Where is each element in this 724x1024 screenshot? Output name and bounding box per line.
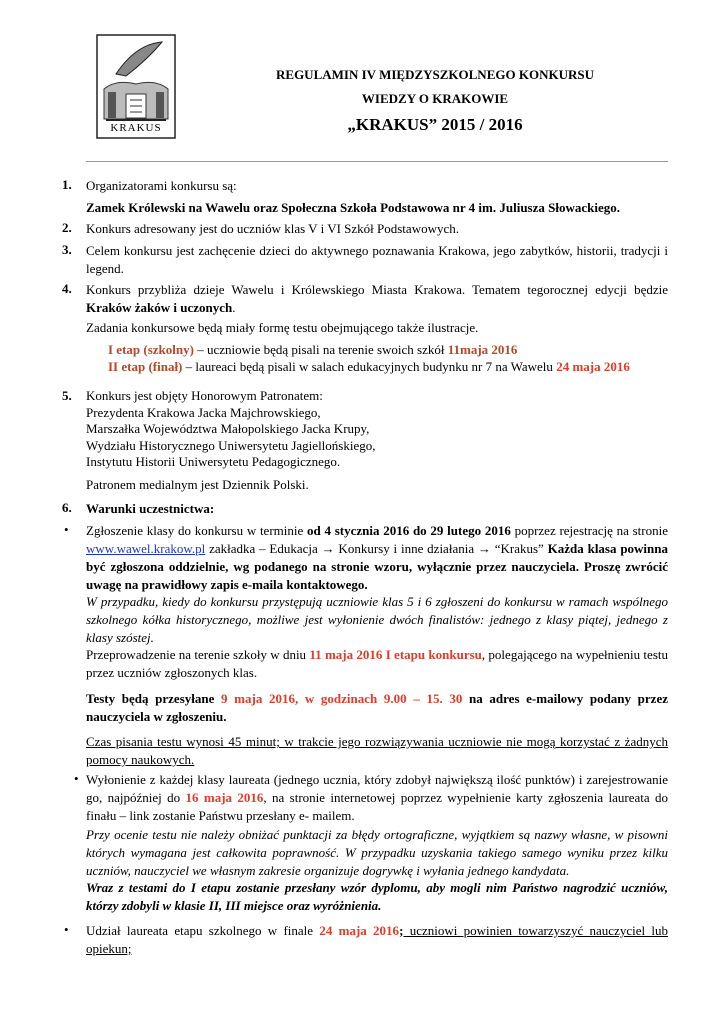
logo-caption: KRAKUS xyxy=(110,122,162,134)
section-2-text: Konkurs adresowany jest do uczniów klas V i VI Szkół Podstawowych. xyxy=(86,221,459,236)
joint-circle-note: W przypadku, kiedy do konkursu przystępują uczniowie klas 5 i 6 zgłoszeni do konkursu w ramach wspólnego szkolnego kółka historycznego, możliwe jest wyłonienie dwóch finalistów: jednego z klasy piątej, jednego z klasy szóstej. xyxy=(86,594,668,645)
stage-1-conduct: Przeprowadzenie na terenie szkoły w dniu 11 maja 2016 I etapu konkursu, polegającego na wypełnieniu testu przez uczniów zgłoszonych klas. xyxy=(86,647,668,680)
final-participation: Udział laureata etapu szkolnego w finale 24 maja 2016; uczniowi powinien towarzyszyć nauczyciel lub opiekun; xyxy=(86,923,668,956)
section-1-text: Organizatorami konkursu są: xyxy=(86,178,237,193)
krakus-logo xyxy=(96,34,176,139)
patronage-line: Konkurs jest objęty Honorowym Patronatem: xyxy=(86,388,323,403)
bullet-dot: • xyxy=(74,771,79,786)
tests-sending: Testy będą przesyłane 9 maja 2016, w godzinach 9.00 – 15. 30 na adres e-mailowy podany przez nauczyciela w zgłoszeniu. xyxy=(86,691,668,724)
stage-2: II etap (finał) – laureaci będą pisali w salach edukacyjnych budynku nr 7 na Wawelu 24 maja 2016 xyxy=(108,359,630,374)
patronage-line: Prezydenta Krakowa Jacka Majchrowskiego, xyxy=(86,404,321,420)
section-5-number: 5. xyxy=(62,388,72,403)
tasks-form: Zadania konkursowe będą miały formę testu obejmującego także ilustracje. xyxy=(86,320,479,335)
stage-1: I etap (szkolny) – uczniowie będą pisali na terenie swoich szkół 11maja 2016 xyxy=(108,342,518,357)
patronage-line: Wydziału Historycznego Uniwersytetu Jagiellońskiego, xyxy=(86,437,376,453)
title-line-1: REGULAMIN IV MIĘDZYSZKOLNEGO KONKURSU xyxy=(276,67,594,82)
organizers: Zamek Królewski na Wawelu oraz Społeczna Szkoła Podstawowa nr 4 im. Juliusza Słowackiego. xyxy=(86,200,620,215)
registration-text: Zgłoszenie klasy do konkursu w terminie od 4 stycznia 2016 do 29 lutego 2016 poprzez rejestrację na stronie www.wawel.krakow.pl zakładka – Edukacja → Konkursy i inne działania → “Krakus” Każda klasa powinna być zgłoszona oddzielnie, wg podanego na stronie wzoru, wyłącznie przez nauczyciela. Proszę zwrócić uwagę na prawidłowy zapis e-maila kontaktowego. xyxy=(86,523,669,592)
section-3-number: 3. xyxy=(62,242,72,257)
section-3-text: Celem konkursu jest zachęcenie dzieci do aktywnego poznawania Krakowa, jego zabytków, historii, tradycji i legend. xyxy=(86,243,668,276)
media-patron: Patronem medialnym jest Dziennik Polski. xyxy=(86,477,309,492)
section-6-number: 6. xyxy=(62,500,72,515)
section-6-title: Warunki uczestnictwa: xyxy=(86,501,215,516)
section-2-number: 2. xyxy=(62,220,72,235)
grading-note: Przy ocenie testu nie należy obniżać punktacji za błędy ortograficzne, wyjątkiem są nazwy własne, w pisowni których wymagana jest całkowita poprawność. W przypadku uzyskania takiego samego wyniku przez kilku uczniów, nauczyciel we własnym zakresie organizuje dogrywkę i wyłania jednego kandydata. xyxy=(86,827,668,878)
diploma-note: Wraz z testami do I etapu zostanie przesłany wzór dyplomu, aby mogli nim Państwo nagrodzić uczniów, którzy zdobyli w klasie II, III miejsce oraz wyróżnienia. xyxy=(86,880,668,913)
title-line-2: WIEDZY O KRAKOWIE xyxy=(361,91,509,106)
section-1-number: 1. xyxy=(62,177,72,192)
wawel-link[interactable]: www.wawel.krakow.pl xyxy=(86,541,206,556)
patronage-list xyxy=(86,388,375,471)
test-duration: Czas pisania testu wynosi 45 minut; w trakcie jego rozwiązywania uczniowie nie mogą korzystać z żadnych pomocy naukowych. xyxy=(86,734,668,767)
bullet-dot: • xyxy=(64,922,69,937)
section-4-number: 4. xyxy=(62,281,72,296)
patronage-line: Instytutu Historii Uniwersytetu Pedagogicznego. xyxy=(86,454,341,469)
header-divider xyxy=(86,161,668,162)
theme: Kraków żaków i uczonych xyxy=(86,300,233,315)
laureate-selection: Wyłonienie z każdej klasy laureata (jednego ucznia, który zdobył największą ilość punktów) i zarejestrowanie go, najpóźniej do 16 maja 2016, na stronie internetowej poprzez wypełnienie karty zgłoszenia laureata do finału – link zostanie Państwu przesłany e- mailem. xyxy=(86,772,668,823)
patronage-line: Marszałka Województwa Małopolskiego Jacka Krupy, xyxy=(86,421,370,436)
bullet-dot: • xyxy=(64,522,69,537)
title-line-3: „KRAKUS” 2015 / 2016 xyxy=(347,115,523,134)
section-4-text: Konkurs przybliża dzieje Wawelu i Królewskiego Miasta Krakowa. Tematem tegorocznej edycji będzie Kraków żaków i uczonych. xyxy=(86,282,668,315)
